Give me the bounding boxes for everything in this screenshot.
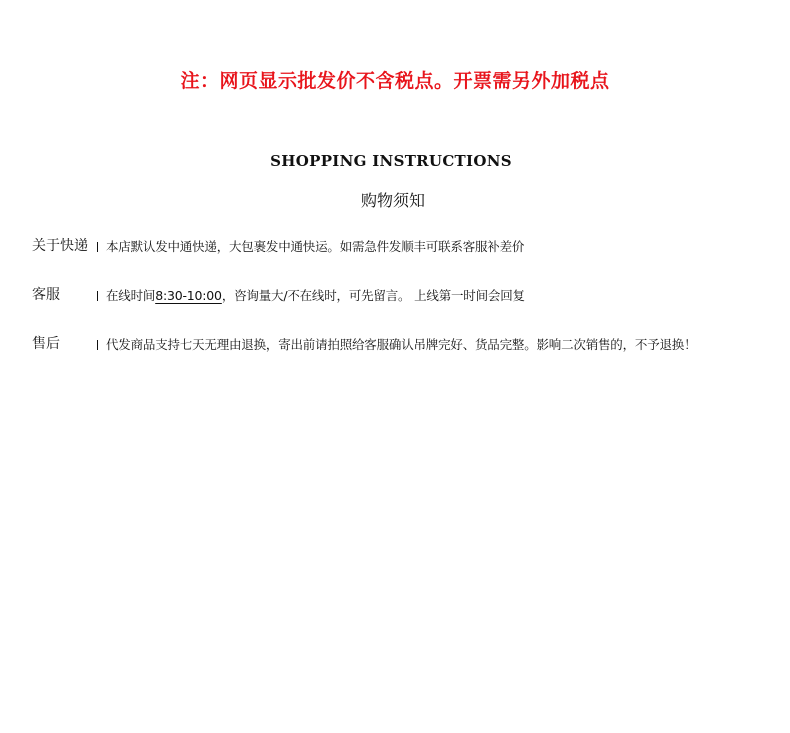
instruction-label: 关于快递: [32, 238, 88, 254]
instruction-text: 代发商品支持七天无理由退换，寄出前请拍照给客服确认吊牌完好、货品完整。影响二次销售的，不予退换！: [106, 337, 697, 352]
instruction-text: 本店默认发中通快递，大包裹发中通快运。如需急件发顺丰可联系客服补差价: [106, 239, 525, 254]
shopping-instructions-subtitle: 购物须知: [360, 191, 425, 210]
instruction-text: [106, 286, 525, 306]
divider: [97, 242, 98, 252]
tax-notice: 注：网页显示批发价不含税点。开票需另外加税点: [180, 70, 610, 92]
instruction-text-before: 在线时间: [106, 288, 156, 303]
instruction-label: 客服: [32, 287, 60, 303]
divider: [97, 340, 98, 350]
instruction-text-after: ，咨询量大/不在线时，可先留言。 上线第一时间会回复: [221, 288, 525, 303]
service-hours: 8:30-10:00: [155, 288, 222, 303]
divider: [97, 291, 98, 301]
shopping-instructions-title: SHOPPING INSTRUCTIONS: [270, 152, 512, 170]
instruction-label: 售后: [32, 336, 60, 352]
